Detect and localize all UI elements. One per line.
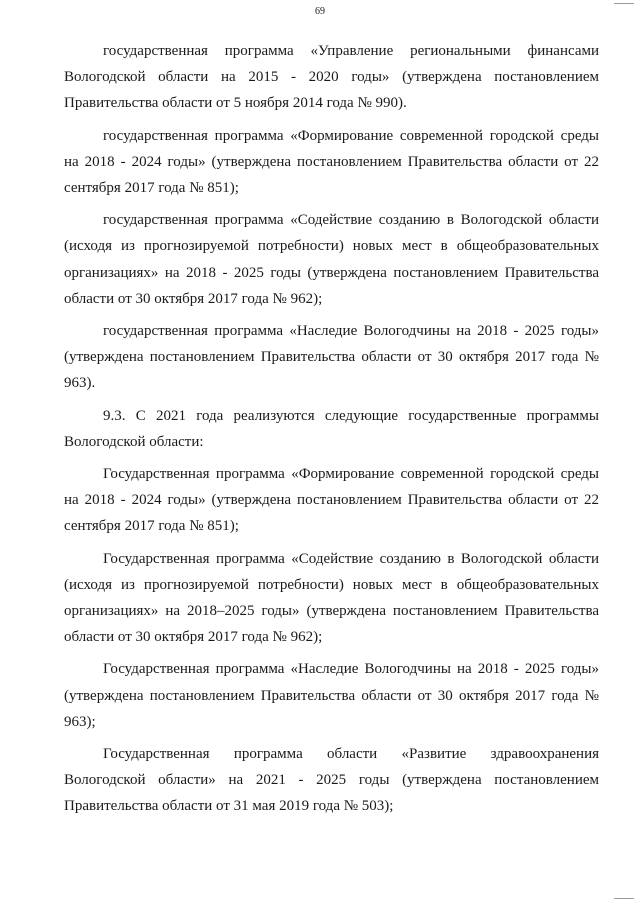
document-body <box>64 38 599 826</box>
paragraph: государственная программа «Формирование современной городской среды на 2018 - 2024 годы» (утверждена постановлением Правительства области от 22 сентября 2017 года № 851); <box>64 127 599 197</box>
section-heading-paragraph: 9.3. С 2021 года реализуются следующие государственные программы Вологодской области: <box>64 407 599 450</box>
paragraph: Государственная программа «Наследие Вологодчины на 2018 - 2025 годы» (утверждена постановлением Правительства области от 30 октября 2017 года № 963); <box>64 661 599 730</box>
paragraph: государственная программа «Содействие созданию в Вологодской области (исходя из прогнозируемой потребности) новых мест в общеобразовательных организациях» на 2018 - 2025 годы (утверждена постановлением Правительства области от 30 октября 2017 года № 962); <box>64 212 599 307</box>
paragraph: Государственная программа «Содействие созданию в Вологодской области (исходя из прогнозируемой потребности) новых мест в общеобразовательных организациях» на 2018–2025 годы» (утверждена постановлением Правительства области от 30 октября 2017 года № 962); <box>64 550 599 646</box>
paragraph: государственная программа «Наследие Вологодчины на 2018 - 2025 годы» (утверждена постановлением Правительства области от 30 октября 2017 года № 963). <box>64 323 599 392</box>
paragraph: Государственная программа области «Развитие здравоохранения Вологодской области» на 2021 - 2025 годы (утверждена постановлением Правительства области от 31 мая 2019 года № 503); <box>64 746 599 815</box>
page-number: 69 <box>315 6 325 17</box>
scan-edge-mark <box>614 3 634 4</box>
paragraph: Государственная программа «Формирование современной городской среды на 2018 - 2024 годы» (утверждена постановлением Правительства области от 22 сентября 2017 года № 851); <box>64 466 599 535</box>
scan-edge-mark <box>614 898 634 899</box>
paragraph: государственная программа «Управление региональными финансами Вологодской области на 2015 - 2020 годы» (утверждена постановлением Правительства области от 5 ноября 2014 года № 990). <box>64 43 599 112</box>
